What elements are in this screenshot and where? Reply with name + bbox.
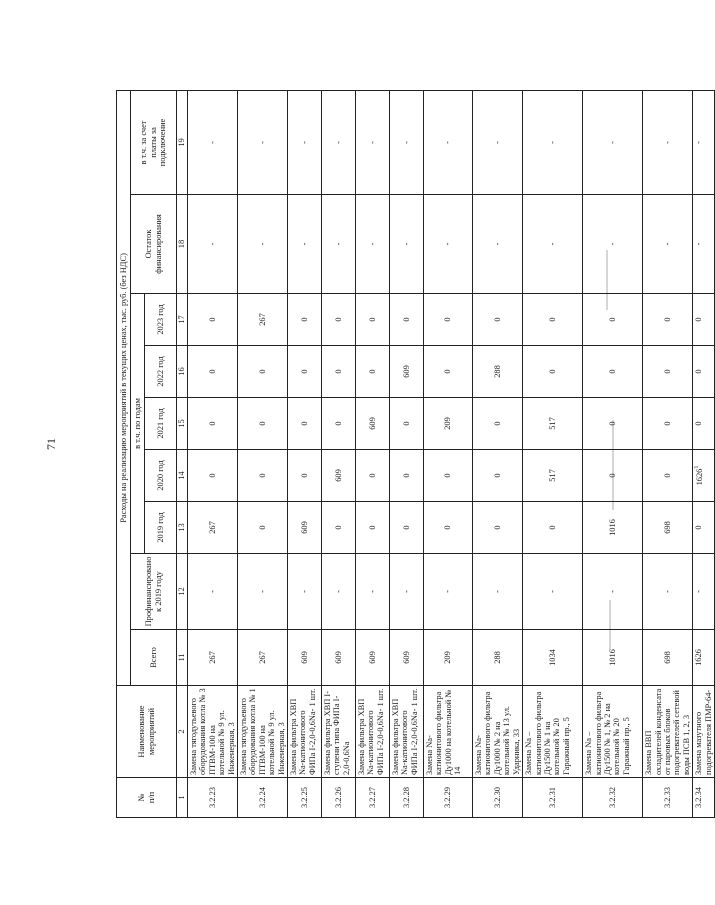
row-2022: 609 — [390, 346, 424, 398]
row-2022: 0 — [424, 346, 473, 398]
row-num: 3.2.30 — [473, 778, 523, 818]
row-connection: - — [322, 90, 356, 194]
header-name: Наименование мероприятий — [117, 686, 177, 778]
row-num: 3.2.26 — [322, 778, 356, 818]
row-2021: 0 — [238, 398, 288, 450]
header-prefinanced: Профинансировано к 2019 году — [131, 554, 177, 630]
row-connection: - — [643, 90, 693, 194]
row-connection: - — [583, 90, 643, 194]
row-2023: 0 — [424, 294, 473, 346]
row-2021: 0 — [583, 398, 643, 450]
table-row — [583, 90, 643, 817]
row-num: 3.2.29 — [424, 778, 473, 818]
page-number: 71 — [44, 438, 58, 450]
row-prefinanced: - — [424, 554, 473, 630]
row-connection: - — [288, 90, 322, 194]
row-2021: 0 — [473, 398, 523, 450]
row-prefinanced: - — [643, 554, 693, 630]
row-2023: 0 — [693, 294, 715, 346]
row-2022: 0 — [322, 346, 356, 398]
table-row — [390, 90, 424, 817]
row-num: 3.2.27 — [356, 778, 390, 818]
row-2020: 0 — [356, 450, 390, 502]
row-2021: 517 — [523, 398, 583, 450]
row-prefinanced: - — [390, 554, 424, 630]
row-2020: 0 — [390, 450, 424, 502]
row-total: 267 — [188, 630, 238, 686]
row-remaining: - — [424, 195, 473, 294]
row-2019: 0 — [390, 502, 424, 554]
row-2023: 0 — [288, 294, 322, 346]
col-number: 17 — [177, 294, 188, 346]
col-number: 15 — [177, 398, 188, 450]
table-row — [322, 90, 356, 817]
row-prefinanced: - — [473, 554, 523, 630]
row-2019: 698 — [643, 502, 693, 554]
row-2020: 0 — [643, 450, 693, 502]
row-remaining: - — [473, 195, 523, 294]
row-2022: 288 — [473, 346, 523, 398]
row-2019: 0 — [238, 502, 288, 554]
col-number: 1 — [177, 778, 188, 818]
row-2021: 0 — [188, 398, 238, 450]
row-num: 3.2.23 — [188, 778, 238, 818]
row-2019: 0 — [473, 502, 523, 554]
row-2020: 0 — [238, 450, 288, 502]
header-year: 2022 год — [145, 346, 177, 398]
footnote-mark: 1 — [694, 465, 701, 469]
header-total: Всего — [131, 630, 177, 686]
row-prefinanced: - — [693, 554, 715, 630]
row-remaining: - — [322, 195, 356, 294]
row-connection: - — [424, 90, 473, 194]
row-num: 3.2.28 — [390, 778, 424, 818]
row-2022: 0 — [188, 346, 238, 398]
row-total: 609 — [356, 630, 390, 686]
row-total: 1034 — [523, 630, 583, 686]
row-2020: 0 — [424, 450, 473, 502]
table-row — [356, 90, 390, 817]
row-num: 3.2.24 — [238, 778, 288, 818]
row-total: 209 — [424, 630, 473, 686]
row-connection: - — [473, 90, 523, 194]
row-2023: 0 — [356, 294, 390, 346]
row-2022: 0 — [693, 346, 715, 398]
row-2023: 0 — [643, 294, 693, 346]
col-number: 16 — [177, 346, 188, 398]
row-total: 609 — [288, 630, 322, 686]
table-row — [473, 90, 523, 817]
row-num: 3.2.31 — [523, 778, 583, 818]
row-2019: 0 — [693, 502, 715, 554]
row-total: 609 — [390, 630, 424, 686]
row-total: 609 — [322, 630, 356, 686]
row-2021: 0 — [288, 398, 322, 450]
col-number: 14 — [177, 450, 188, 502]
row-prefinanced: - — [322, 554, 356, 630]
row-2023: 0 — [583, 294, 643, 346]
header-year: 2023 год — [145, 294, 177, 346]
row-2023: 267 — [238, 294, 288, 346]
row-prefinanced: - — [356, 554, 390, 630]
row-total: 1626 — [693, 630, 715, 686]
row-2021: 209 — [424, 398, 473, 450]
row-2021: 0 — [390, 398, 424, 450]
row-2022: 0 — [238, 346, 288, 398]
col-number: 11 — [177, 630, 188, 686]
header-year: 2019 год — [145, 502, 177, 554]
row-2022: 0 — [583, 346, 643, 398]
col-number: 12 — [177, 554, 188, 630]
col-number: 2 — [177, 686, 188, 778]
row-2019: 0 — [322, 502, 356, 554]
row-connection: - — [238, 90, 288, 194]
row-name: Замена Na – катионитового фильтра Ду1500 № 1 на котельной № 20 Гаражный пр., 5 — [523, 686, 583, 778]
row-2019: 0 — [424, 502, 473, 554]
row-total: 267 — [238, 630, 288, 686]
row-total: 1016 — [583, 630, 643, 686]
row-num: 3.2.34 — [693, 778, 715, 818]
row-2023: 0 — [322, 294, 356, 346]
row-remaining: - — [390, 195, 424, 294]
row-2021: 609 — [356, 398, 390, 450]
row-remaining: - — [583, 195, 643, 294]
row-2020: 0 — [188, 450, 238, 502]
col-number: 19 — [177, 90, 188, 194]
header-remaining: Остаток финансирования — [131, 195, 177, 294]
table-row — [643, 90, 693, 817]
table-row — [288, 90, 322, 817]
header-by-years: в т.ч. по годам — [131, 294, 145, 554]
table-row — [523, 90, 583, 817]
row-connection: - — [523, 90, 583, 194]
row-2023: 0 — [473, 294, 523, 346]
header-year: 2020 год — [145, 450, 177, 502]
row-prefinanced: - — [188, 554, 238, 630]
row-2020: 517 — [523, 450, 583, 502]
row-name: Замена фильтра ХВП Na-катионитового ФИПа I-2,0-0,6Na- 1 шт. — [356, 686, 390, 778]
row-connection: - — [390, 90, 424, 194]
row-name: Замена ВВП охладителей конденсата от паровых блоков подогревателей сетевой воды ПСВ 1, 2, 3 — [643, 686, 693, 778]
table-row — [424, 90, 473, 817]
row-name: Замена фильтра ХВП I-ступени типа ФИПа I-2,0-0,6Na — [322, 686, 356, 778]
row-prefinanced: - — [523, 554, 583, 630]
row-2019: 1016 — [583, 502, 643, 554]
row-2019: 609 — [288, 502, 322, 554]
row-2023: 0 — [523, 294, 583, 346]
row-2022: 0 — [356, 346, 390, 398]
row-2023: 0 — [188, 294, 238, 346]
row-connection: - — [188, 90, 238, 194]
row-remaining: - — [643, 195, 693, 294]
row-total: 288 — [473, 630, 523, 686]
row-num: 3.2.33 — [643, 778, 693, 818]
row-2021: 0 — [693, 398, 715, 450]
row-remaining: - — [238, 195, 288, 294]
row-2020: 0 — [583, 450, 643, 502]
row-prefinanced: - — [288, 554, 322, 630]
table-row — [188, 90, 238, 817]
header-expenses: Расходы на реализацию мероприятий в текущих ценах, тыс. руб. (без НДС) — [117, 90, 131, 685]
row-remaining: - — [523, 195, 583, 294]
row-prefinanced: - — [583, 554, 643, 630]
table-row — [238, 90, 288, 817]
row-name: Замена Na-катионитового фильтра Ду1000 № 2 на котельной № 13 ул. Ударника, 33 — [473, 686, 523, 778]
row-2021: 0 — [643, 398, 693, 450]
row-remaining: - — [288, 195, 322, 294]
row-connection: - — [356, 90, 390, 194]
col-number: 18 — [177, 195, 188, 294]
row-2022: 0 — [643, 346, 693, 398]
row-2020: 0 — [288, 450, 322, 502]
row-name: Замена тягодутьевого оборудования котла № 3 ПТВМ-100 на котельной № 9 ул. Инженерная, 3 — [188, 686, 238, 778]
row-name: Замена тягодутьевого оборудования котла № 1 ПТВМ-100 на котельной № 9 ул. Инженерная, 3 — [238, 686, 288, 778]
row-name: Замена Na-катионитового фильтра Ду1000 на котельной № 14 — [424, 686, 473, 778]
row-2022: 0 — [288, 346, 322, 398]
col-number: 13 — [177, 502, 188, 554]
row-2019: 0 — [356, 502, 390, 554]
row-remaining: - — [693, 195, 715, 294]
row-total: 698 — [643, 630, 693, 686]
row-num: 3.2.25 — [288, 778, 322, 818]
row-2023: 0 — [390, 294, 424, 346]
header-num: № п/п — [117, 778, 177, 818]
row-name: Замена мазутного подогревателя ПМР-64- — [693, 686, 715, 778]
row-name: Замена фильтра ХВП Na-катионитового ФИПа I-2,0-0,6Na- 1 шт. — [288, 686, 322, 778]
row-name: Замена Na – катионитового фильтра Ду1500 № 1, № 2 на котельной № 20 Гаражный пр., 5 — [583, 686, 643, 778]
row-2022: 0 — [523, 346, 583, 398]
row-remaining: - — [356, 195, 390, 294]
row-2020 — [693, 450, 715, 502]
table-row — [693, 90, 715, 817]
row-2020: 0 — [473, 450, 523, 502]
row-2020: 609 — [322, 450, 356, 502]
row-2019: 267 — [188, 502, 238, 554]
header-year: 2021 год — [145, 398, 177, 450]
expenses-table — [116, 90, 715, 818]
row-num: 3.2.32 — [583, 778, 643, 818]
rotated-table-container — [116, 91, 713, 818]
row-connection: - — [693, 90, 715, 194]
row-2019: 0 — [523, 502, 583, 554]
row-prefinanced: - — [238, 554, 288, 630]
row-name: Замена фильтра ХВП Na-катионитового ФИПа I-2,0-0,6Na- 1 шт. — [390, 686, 424, 778]
row-remaining: - — [188, 195, 238, 294]
row-2020-value: 1626 — [694, 468, 704, 486]
header-connection: в т.ч. за счет платы за подключение — [131, 90, 177, 194]
row-2021: 0 — [322, 398, 356, 450]
